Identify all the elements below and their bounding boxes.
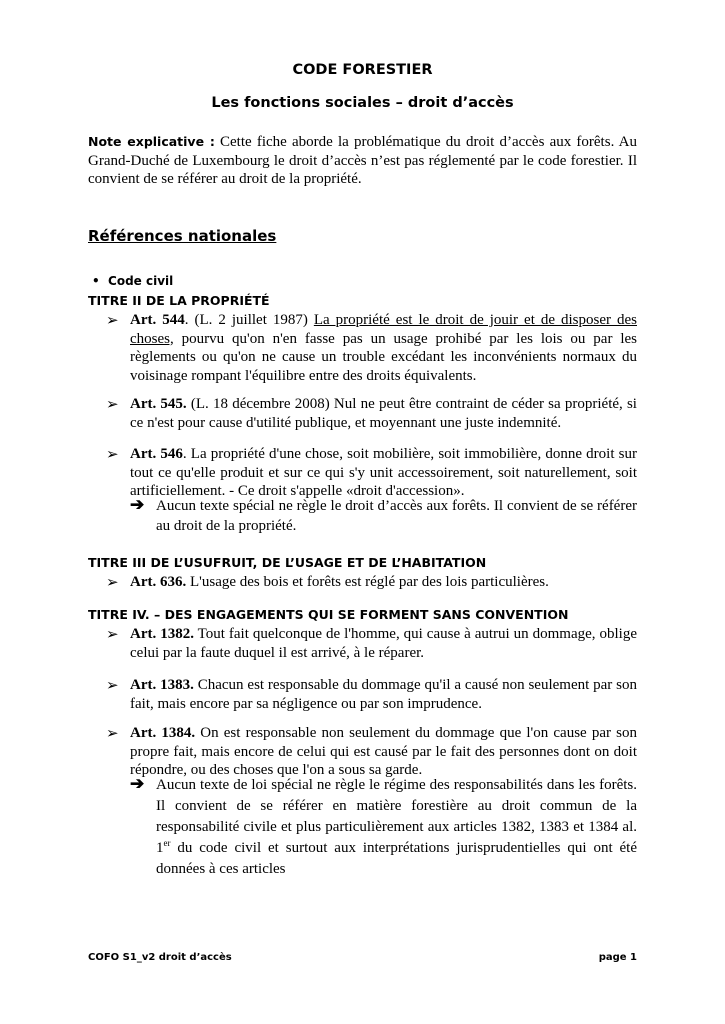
article-544-underlined: La propriété est le droit de jouir et de disposer des choses, xyxy=(130,312,637,347)
article-1382 xyxy=(130,625,637,662)
article-544-number: Art. 544 xyxy=(130,312,185,328)
bullet-label: Code civil xyxy=(108,274,174,288)
right-arrow-icon: ➔ xyxy=(130,495,145,514)
arrowhead-icon: ➢ xyxy=(106,447,119,463)
article-636-text: L'usage des bois et forêts est réglé par des lois particulières. xyxy=(186,574,549,590)
arrowhead-icon: ➢ xyxy=(106,313,119,329)
article-545-text: (L. 18 décembre 2008) Nul ne peut être contraint de céder sa propriété, si ce n'est pour cause d'utilité publique, et moyennant une juste indemnité. xyxy=(130,396,637,431)
article-1384-note-part2: du code civil et surtout aux interprétations jurisprudentielles qui ont été données à ces articles xyxy=(156,840,637,877)
titre-4-heading: TITRE IV. – DES ENGAGEMENTS QUI SE FORMENT SANS CONVENTION xyxy=(88,607,569,622)
note-paragraph xyxy=(88,133,637,189)
article-544-rest: pourvu qu'on n'en fasse pas un usage prohibé par les lois ou par les règlements ou qu'on ne cause un trouble excédant les inconvénients normaux du voisinage rompant l'équilibre entre des droits équivalents. xyxy=(130,330,637,384)
footer-page-number: page 1 xyxy=(598,952,637,963)
article-1384-note xyxy=(156,775,637,880)
article-1384-note-part1: Aucun texte de loi spécial ne règle le régime des responsabilités dans les forêts. Il convient de se référer en matière forestière au droit commun de la responsabilité civile et plus particulièrement aux articles 1382, 1383 et 1384 al. 1 xyxy=(156,777,637,856)
note-label: Note explicative : xyxy=(88,134,215,149)
article-546-text: . La propriété d'une chose, soit mobilière, soit immobilière, donne droit sur tout ce qu'elle produit et sur ce qui s'y unit accessoirement, soit naturellement, soit artificiellement. - Ce droit s'appelle «droit d'accession». xyxy=(130,446,637,499)
article-1383-number: Art. 1383. xyxy=(130,677,194,693)
right-arrow-icon: ➔ xyxy=(130,774,145,793)
article-1382-text: Tout fait quelconque de l'homme, qui cause à autrui un dommage, oblige celui par la faute duquel il est arrivé, à le réparer. xyxy=(130,626,637,661)
bullet-icon: • xyxy=(92,274,100,288)
code-civil-bullet xyxy=(92,274,173,288)
article-546 xyxy=(130,445,637,501)
article-1384-text: On est responsable non seulement du dommage que l'on cause par son propre fait, mais encore de celui qui est causé par le fait des personnes dont on doit répondre, ou des choses que l'on a sous sa garde. xyxy=(130,725,637,778)
document-title: CODE FORESTIER xyxy=(292,62,433,78)
article-544-ref: . (L. 2 juillet 1987) xyxy=(184,312,314,328)
article-1384-number: Art. 1384. xyxy=(130,725,196,741)
titre-3-heading: TITRE III DE L’USUFRUIT, DE L’USAGE ET DE L’HABITATION xyxy=(88,555,487,570)
article-1384-note-sup: er xyxy=(163,838,171,848)
article-1382-number: Art. 1382. xyxy=(130,626,194,642)
arrowhead-icon: ➢ xyxy=(106,575,119,591)
document-subtitle: Les fonctions sociales – droit d’accès xyxy=(211,95,514,111)
article-1384 xyxy=(130,724,637,780)
article-546-number: Art. 546 xyxy=(130,446,183,462)
article-544 xyxy=(130,311,637,385)
article-546-note: Aucun texte spécial ne règle le droit d’accès aux forêts. Il convient de se référer au droit de la propriété. xyxy=(156,498,637,534)
article-545 xyxy=(130,395,637,432)
article-545-number: Art. 545. xyxy=(130,396,187,412)
arrowhead-icon: ➢ xyxy=(106,678,119,694)
arrowhead-icon: ➢ xyxy=(106,397,119,413)
arrowhead-icon: ➢ xyxy=(106,726,119,742)
references-heading: Références nationales xyxy=(88,227,277,245)
note-text: Cette fiche aborde la problématique du droit d’accès aux forêts. Au Grand-Duché de Luxembourg le droit d’accès n’est pas réglementé par le code forestier. Il convient de se référer au droit de la propriété. xyxy=(88,134,637,187)
arrowhead-icon: ➢ xyxy=(106,627,119,643)
article-636-number: Art. 636. xyxy=(130,574,187,590)
article-1383-text: Chacun est responsable du dommage qu'il a causé non seulement par son fait, mais encore par sa négligence ou par son imprudence. xyxy=(130,677,637,712)
article-1383 xyxy=(130,676,637,713)
footer-document-name: COFO S1_v2 droit d’accès xyxy=(88,952,232,963)
titre-2-heading: TITRE II DE LA PROPRIÉTÉ xyxy=(88,293,270,308)
article-636 xyxy=(130,573,637,592)
